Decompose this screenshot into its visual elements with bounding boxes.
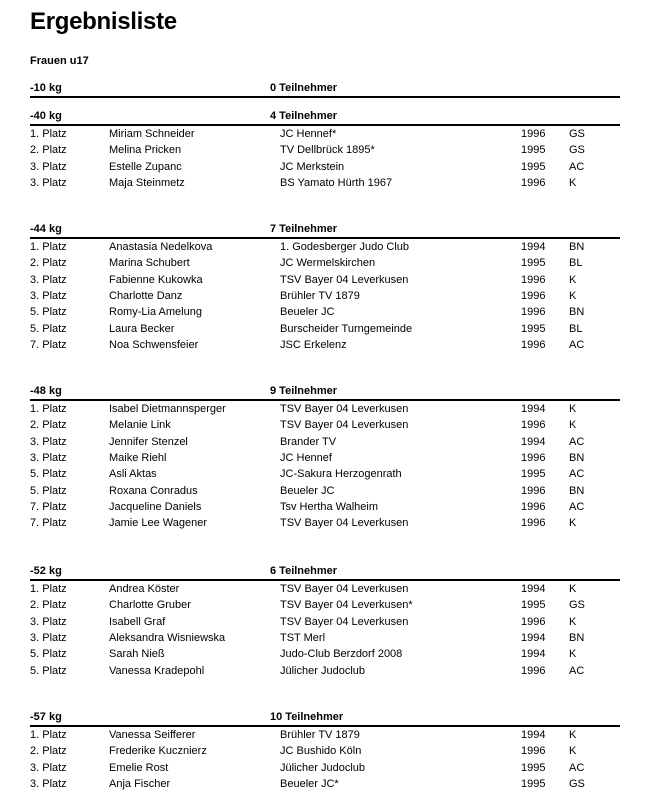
- club-cell: Brühler TV 1879: [280, 290, 360, 303]
- name-cell: Jacqueline Daniels: [109, 501, 202, 514]
- club-cell: JSC Erkelenz: [280, 339, 347, 352]
- club-cell: JC Bushido Köln: [280, 745, 362, 758]
- name-cell: Isabell Graf: [109, 615, 166, 628]
- club-cell: TSV Bayer 04 Leverkusen: [280, 419, 409, 432]
- year-cell: 1996: [521, 273, 546, 286]
- club-cell: TSV Bayer 04 Leverkusen: [280, 583, 409, 595]
- year-cell: 1996: [521, 290, 546, 303]
- year-cell: 1996: [521, 177, 546, 190]
- year-cell: 1995: [521, 144, 546, 157]
- weight-class: -57 kg: [30, 711, 62, 723]
- place-cell: 2. Platz: [30, 745, 67, 758]
- weight-group: [30, 221, 620, 353]
- year-cell: 1996: [521, 306, 546, 319]
- place-cell: 3. Platz: [30, 452, 67, 465]
- region-cell: AC: [569, 435, 585, 448]
- name-cell: Isabel Dietmannsperger: [109, 403, 226, 415]
- weight-group: [30, 108, 620, 191]
- place-cell: 5. Platz: [30, 664, 67, 677]
- place-cell: 3. Platz: [30, 615, 67, 628]
- place-cell: 3. Platz: [30, 160, 67, 173]
- place-cell: 1. Platz: [30, 128, 67, 140]
- place-cell: 3. Platz: [30, 632, 67, 645]
- region-cell: AC: [569, 501, 585, 514]
- region-cell: BN: [569, 306, 585, 319]
- place-cell: 5. Platz: [30, 322, 67, 335]
- participant-count: 9 Teilnehmer: [270, 385, 338, 397]
- result-row: [30, 614, 620, 630]
- year-cell: 1994: [521, 583, 546, 595]
- club-cell: TSV Bayer 04 Leverkusen: [280, 615, 409, 628]
- club-cell: JC Hennef*: [280, 128, 337, 140]
- year-cell: 1996: [521, 419, 546, 432]
- weight-class: -48 kg: [30, 385, 62, 397]
- result-row: [30, 499, 620, 515]
- result-row: [30, 434, 620, 450]
- year-cell: 1996: [521, 664, 546, 677]
- group-header: [30, 80, 620, 96]
- year-cell: 1995: [521, 761, 546, 774]
- name-cell: Melina Pricken: [109, 144, 182, 157]
- place-cell: 3. Platz: [30, 761, 67, 774]
- weight-class: -40 kg: [30, 110, 62, 122]
- place-cell: 1. Platz: [30, 729, 67, 741]
- region-cell: K: [569, 273, 577, 286]
- year-cell: 1996: [521, 745, 546, 758]
- result-row: [30, 417, 620, 433]
- result-row: [30, 239, 620, 255]
- participant-count: 6 Teilnehmer: [270, 565, 338, 577]
- name-cell: Romy-Lia Amelung: [109, 306, 202, 319]
- result-row: [30, 581, 620, 597]
- group-header: [30, 383, 620, 399]
- result-row: [30, 776, 620, 792]
- name-cell: Emelie Rost: [109, 761, 169, 774]
- place-cell: 2. Platz: [30, 419, 67, 432]
- year-cell: 1996: [521, 128, 546, 140]
- weight-group: [30, 563, 620, 679]
- participant-count: 0 Teilnehmer: [270, 82, 338, 94]
- club-cell: TV Dellbrück 1895*: [280, 144, 375, 157]
- region-cell: K: [569, 177, 577, 190]
- name-cell: Maja Steinmetz: [109, 177, 185, 190]
- name-cell: Maike Riehl: [109, 452, 167, 465]
- place-cell: 7. Platz: [30, 501, 67, 514]
- club-cell: TST Merl: [280, 632, 326, 645]
- result-row: [30, 272, 620, 288]
- result-row: [30, 663, 620, 679]
- place-cell: 7. Platz: [30, 517, 67, 530]
- place-cell: 5. Platz: [30, 484, 67, 497]
- year-cell: 1995: [521, 599, 546, 612]
- group-header: [30, 221, 620, 237]
- place-cell: 3. Platz: [30, 435, 67, 448]
- place-cell: 2. Platz: [30, 144, 67, 157]
- region-cell: GS: [569, 144, 585, 157]
- place-cell: 3. Platz: [30, 778, 67, 791]
- club-cell: Jülicher Judoclub: [280, 761, 365, 774]
- region-cell: K: [569, 648, 577, 661]
- club-cell: Beueler JC: [280, 306, 335, 319]
- club-cell: JC-Sakura Herzogenrath: [280, 468, 402, 481]
- result-row: [30, 175, 620, 191]
- place-cell: 3. Platz: [30, 177, 67, 190]
- region-cell: AC: [569, 664, 585, 677]
- result-row: [30, 401, 620, 417]
- name-cell: Noa Schwensfeier: [109, 339, 199, 352]
- club-cell: JC Hennef: [280, 452, 332, 465]
- place-cell: 1. Platz: [30, 241, 67, 253]
- year-cell: 1995: [521, 778, 546, 791]
- place-cell: 1. Platz: [30, 403, 67, 415]
- year-cell: 1996: [521, 501, 546, 514]
- club-cell: Jülicher Judoclub: [280, 664, 365, 677]
- region-cell: K: [569, 615, 577, 628]
- year-cell: 1996: [521, 484, 546, 497]
- result-row: [30, 142, 620, 158]
- name-cell: Jamie Lee Wagener: [109, 517, 208, 530]
- region-cell: K: [569, 745, 577, 758]
- group-header: [30, 709, 620, 725]
- club-cell: Beueler JC: [280, 484, 335, 497]
- club-cell: TSV Bayer 04 Leverkusen: [280, 273, 409, 286]
- year-cell: 1994: [521, 648, 546, 661]
- year-cell: 1995: [521, 257, 546, 270]
- name-cell: Anja Fischer: [109, 778, 171, 791]
- result-row: [30, 450, 620, 466]
- club-cell: 1. Godesberger Judo Club: [280, 241, 410, 253]
- club-cell: TSV Bayer 04 Leverkusen: [280, 403, 409, 415]
- divider-line: [30, 96, 620, 98]
- name-cell: Estelle Zupanc: [109, 160, 182, 173]
- year-cell: 1994: [521, 241, 546, 253]
- year-cell: 1996: [521, 339, 546, 352]
- place-cell: 5. Platz: [30, 468, 67, 481]
- result-row: [30, 321, 620, 337]
- club-cell: Tsv Hertha Walheim: [280, 501, 379, 514]
- region-cell: GS: [569, 599, 585, 612]
- name-cell: Melanie Link: [109, 419, 171, 432]
- place-cell: 5. Platz: [30, 648, 67, 661]
- result-row: [30, 159, 620, 175]
- year-cell: 1995: [521, 468, 546, 481]
- year-cell: 1994: [521, 729, 546, 741]
- group-header: [30, 563, 620, 579]
- name-cell: Roxana Conradus: [109, 484, 198, 497]
- result-row: [30, 597, 620, 613]
- name-cell: Aleksandra Wisniewska: [109, 632, 226, 645]
- participant-count: 4 Teilnehmer: [270, 110, 338, 122]
- club-cell: Burscheider Turngemeinde: [280, 322, 413, 335]
- year-cell: 1995: [521, 160, 546, 173]
- region-cell: GS: [569, 128, 585, 140]
- place-cell: 2. Platz: [30, 599, 67, 612]
- region-cell: BN: [569, 452, 585, 465]
- region-cell: AC: [569, 339, 585, 352]
- participant-count: 7 Teilnehmer: [270, 223, 338, 235]
- result-row: [30, 466, 620, 482]
- name-cell: Laura Becker: [109, 322, 175, 335]
- result-row: [30, 743, 620, 759]
- result-row: [30, 255, 620, 271]
- year-cell: 1995: [521, 322, 546, 335]
- name-cell: Vanessa Kradepohl: [109, 664, 205, 677]
- region-cell: K: [569, 517, 577, 530]
- place-cell: 1. Platz: [30, 583, 67, 595]
- club-cell: Beueler JC*: [280, 778, 339, 791]
- year-cell: 1996: [521, 517, 546, 530]
- region-cell: K: [569, 419, 577, 432]
- region-cell: AC: [569, 468, 585, 481]
- category-label: Frauen u17: [30, 55, 89, 67]
- result-row: [30, 515, 620, 531]
- club-cell: Brander TV: [280, 435, 337, 448]
- name-cell: Anastasia Nedelkova: [109, 241, 213, 253]
- region-cell: AC: [569, 160, 585, 173]
- club-cell: TSV Bayer 04 Leverkusen*: [280, 599, 413, 612]
- result-row: [30, 483, 620, 499]
- place-cell: 7. Platz: [30, 339, 67, 352]
- name-cell: Sarah Nieß: [109, 648, 165, 661]
- result-row: [30, 304, 620, 320]
- result-row: [30, 126, 620, 142]
- page-title: Ergebnisliste: [30, 8, 177, 35]
- club-cell: JC Wermelskirchen: [280, 257, 376, 270]
- region-cell: K: [569, 290, 577, 303]
- region-cell: BN: [569, 241, 585, 253]
- name-cell: Charlotte Danz: [109, 290, 183, 303]
- name-cell: Charlotte Gruber: [109, 599, 191, 612]
- year-cell: 1996: [521, 615, 546, 628]
- weight-group: [30, 80, 620, 98]
- result-row: [30, 337, 620, 353]
- place-cell: 2. Platz: [30, 257, 67, 270]
- region-cell: K: [569, 403, 577, 415]
- weight-group: [30, 709, 620, 792]
- place-cell: 3. Platz: [30, 273, 67, 286]
- year-cell: 1994: [521, 435, 546, 448]
- year-cell: 1994: [521, 403, 546, 415]
- region-cell: K: [569, 729, 577, 741]
- weight-class: -10 kg: [30, 82, 62, 94]
- region-cell: BL: [569, 322, 583, 335]
- result-row: [30, 630, 620, 646]
- year-cell: 1994: [521, 632, 546, 645]
- result-row: [30, 727, 620, 743]
- name-cell: Jennifer Stenzel: [109, 435, 188, 448]
- name-cell: Miriam Schneider: [109, 128, 195, 140]
- weight-class: -44 kg: [30, 223, 62, 235]
- name-cell: Asli Aktas: [109, 468, 157, 481]
- club-cell: JC Merkstein: [280, 160, 345, 173]
- region-cell: K: [569, 583, 577, 595]
- region-cell: BN: [569, 632, 585, 645]
- name-cell: Frederike Kucznierz: [109, 745, 207, 758]
- name-cell: Marina Schubert: [109, 257, 190, 270]
- place-cell: 5. Platz: [30, 306, 67, 319]
- result-row: [30, 288, 620, 304]
- club-cell: BS Yamato Hürth 1967: [280, 177, 393, 190]
- participant-count: 10 Teilnehmer: [270, 711, 344, 723]
- club-cell: Judo-Club Berzdorf 2008: [280, 648, 403, 661]
- club-cell: Brühler TV 1879: [280, 729, 360, 741]
- club-cell: TSV Bayer 04 Leverkusen: [280, 517, 409, 530]
- place-cell: 3. Platz: [30, 290, 67, 303]
- name-cell: Vanessa Seifferer: [109, 729, 196, 741]
- weight-class: -52 kg: [30, 565, 62, 577]
- group-header: [30, 108, 620, 124]
- region-cell: GS: [569, 778, 585, 791]
- year-cell: 1996: [521, 452, 546, 465]
- weight-group: [30, 383, 620, 532]
- region-cell: BN: [569, 484, 585, 497]
- name-cell: Fabienne Kukowka: [109, 273, 203, 286]
- region-cell: AC: [569, 761, 585, 774]
- name-cell: Andrea Köster: [109, 583, 180, 595]
- region-cell: BL: [569, 257, 583, 270]
- result-row: [30, 760, 620, 776]
- result-row: [30, 646, 620, 662]
